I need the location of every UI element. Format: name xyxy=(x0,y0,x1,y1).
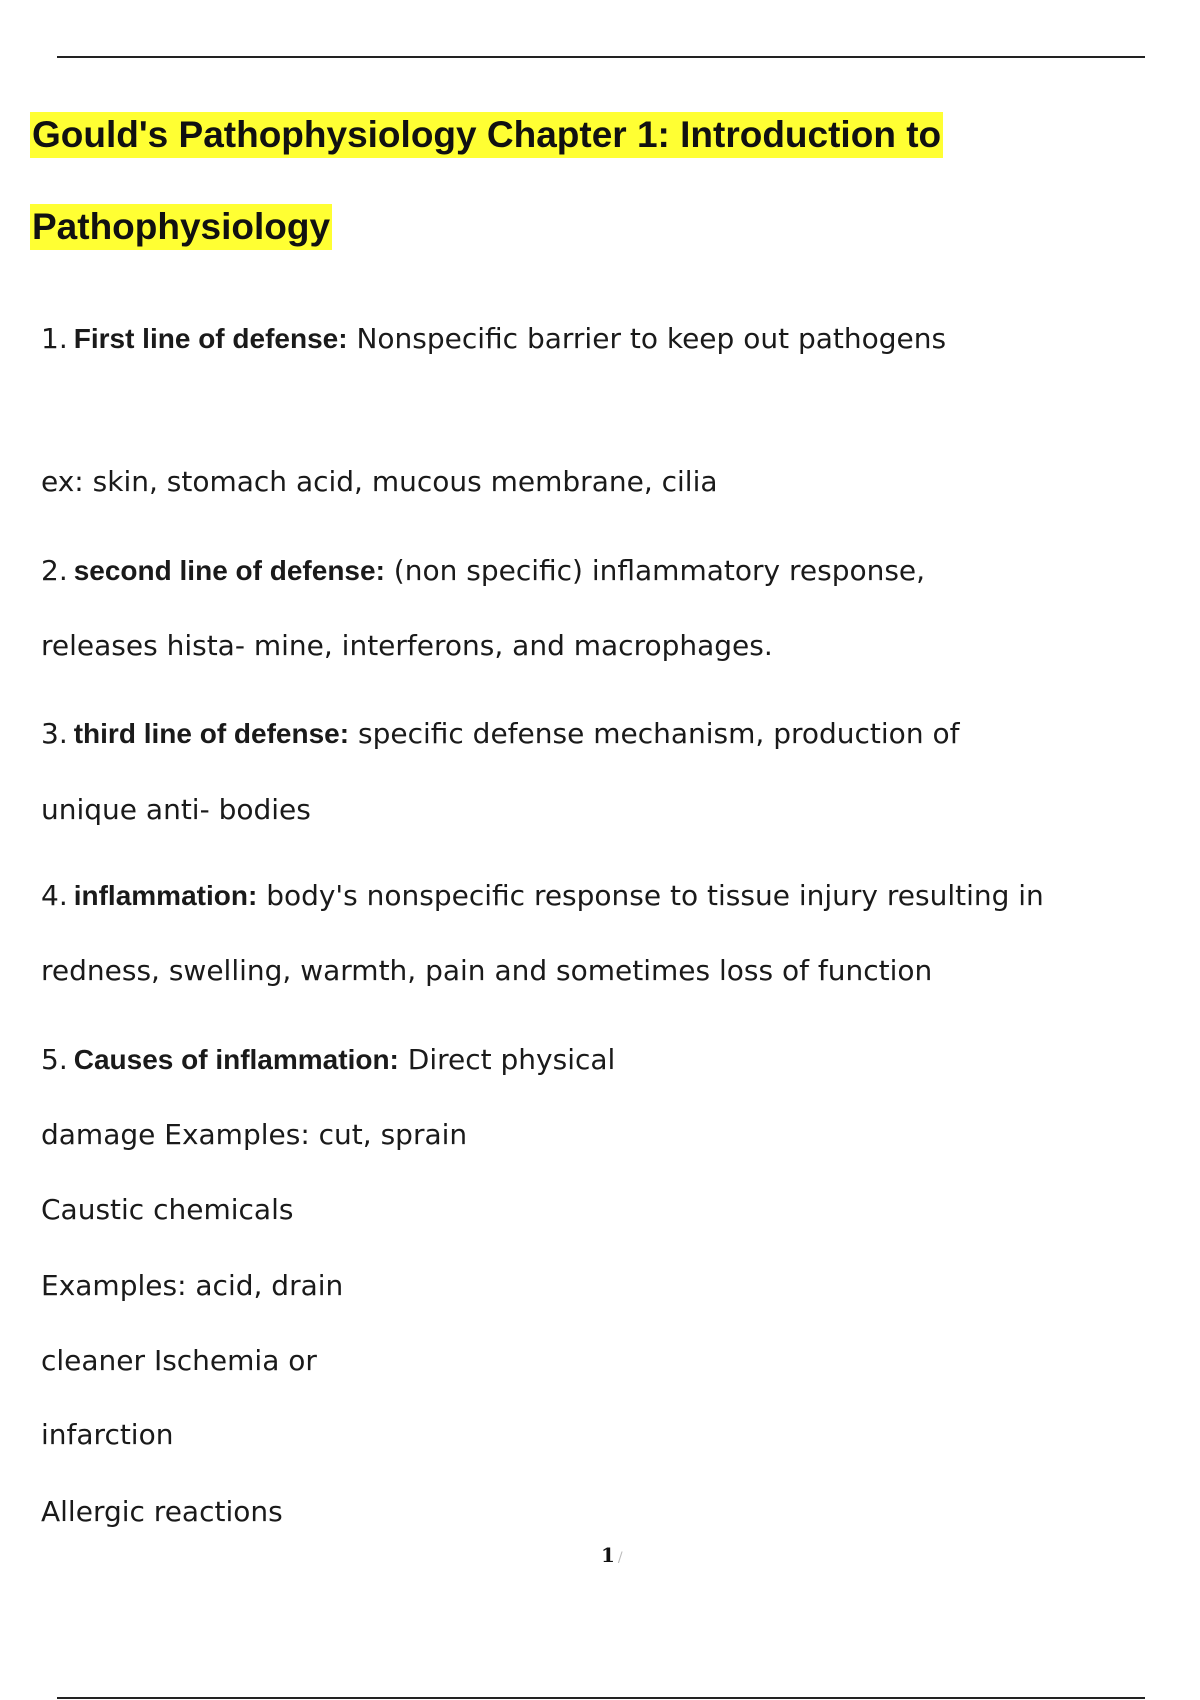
item-number: 1. xyxy=(41,322,68,355)
item-4-detail: redness, swelling, warmth, pain and sometimes loss of function xyxy=(41,954,933,987)
top-rule xyxy=(57,56,1145,58)
item-5-detail: infarction xyxy=(41,1418,174,1451)
item-5-detail: Caustic chemicals xyxy=(41,1193,294,1226)
item-term: second line of defense: xyxy=(73,555,385,586)
item-number: 3. xyxy=(41,717,68,750)
item-term: First line of defense: xyxy=(73,323,348,354)
bottom-rule xyxy=(57,1697,1145,1699)
item-definition: specific defense mechanism, production of xyxy=(357,717,960,750)
item-term: inflammation: xyxy=(73,880,258,911)
document-title-line-1: Gould's Pathophysiology Chapter 1: Introduction to xyxy=(30,112,943,158)
list-item-3 xyxy=(41,716,959,752)
item-definition: Nonspecific barrier to keep out pathogens xyxy=(356,322,947,355)
list-item-4 xyxy=(41,878,1044,914)
list-item-2 xyxy=(41,553,925,589)
item-5-detail: damage Examples: cut, sprain xyxy=(41,1118,468,1151)
item-5-detail: Examples: acid, drain xyxy=(41,1269,344,1302)
item-definition: Direct physical xyxy=(407,1043,616,1076)
item-2-detail: releases hista- mine, interferons, and macrophages. xyxy=(41,629,773,662)
page-number-value: 1 xyxy=(601,1543,615,1567)
list-item-5 xyxy=(41,1042,615,1078)
item-5-detail: Allergic reactions xyxy=(41,1495,283,1528)
item-number: 2. xyxy=(41,554,68,587)
item-definition: (non specific) inflammatory response, xyxy=(393,554,926,587)
page-number-separator: / xyxy=(617,1550,623,1566)
item-5-detail: cleaner Ischemia or xyxy=(41,1344,317,1377)
item-term: Causes of inflammation: xyxy=(73,1044,399,1075)
page-number xyxy=(601,1543,623,1567)
item-number: 5. xyxy=(41,1043,68,1076)
item-term: third line of defense: xyxy=(73,718,350,749)
document-title-line-2: Pathophysiology xyxy=(30,204,332,250)
item-1-detail: ex: skin, stomach acid, mucous membrane, cilia xyxy=(41,465,718,498)
item-3-detail: unique anti- bodies xyxy=(41,793,311,826)
item-definition: body's nonspecific response to tissue injury resulting in xyxy=(266,879,1044,912)
list-item-1 xyxy=(41,321,946,357)
item-number: 4. xyxy=(41,879,68,912)
